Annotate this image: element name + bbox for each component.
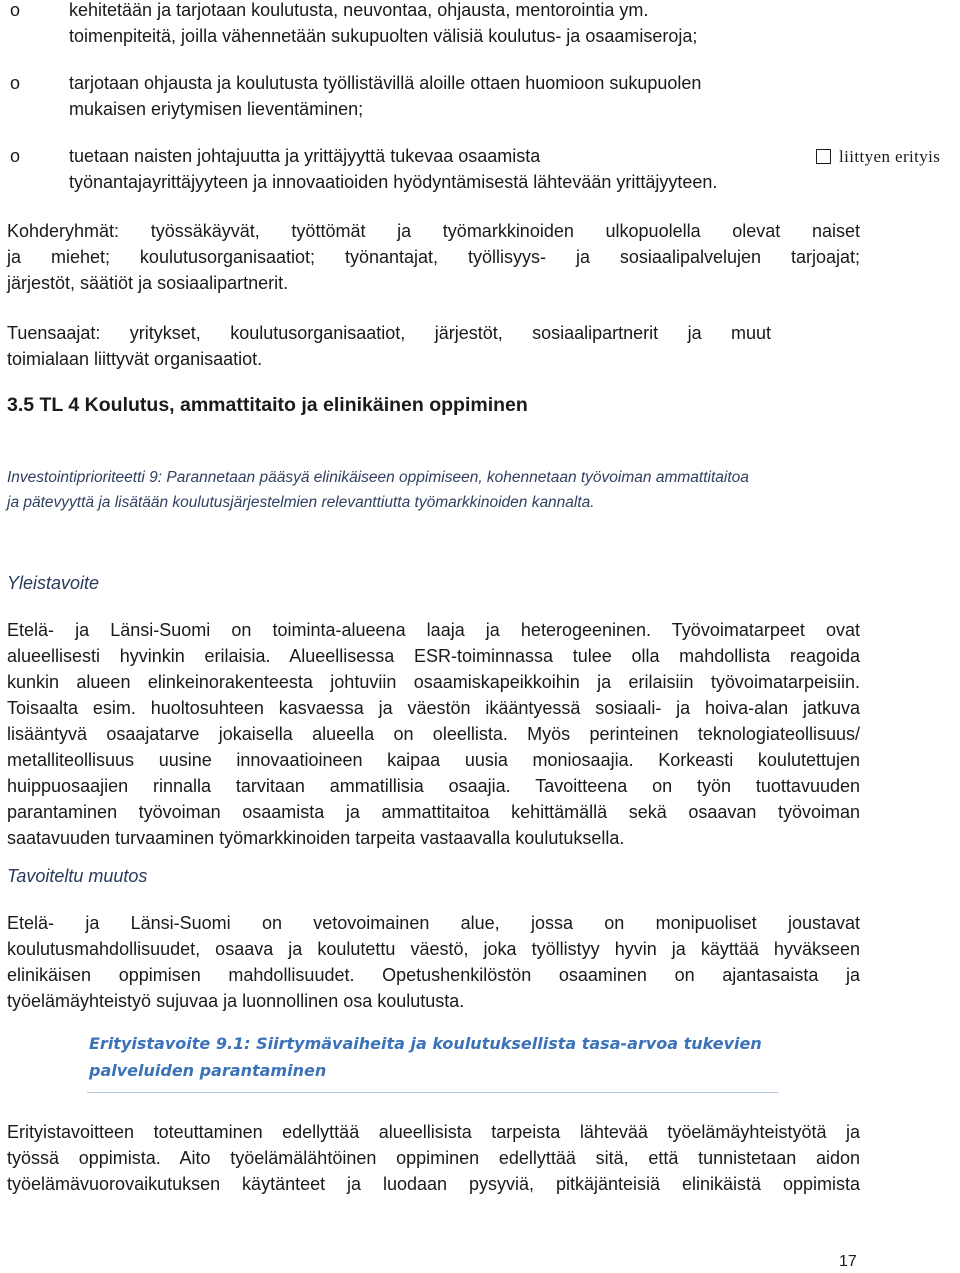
targeted-change-paragraph: Etelä- ja Länsi-Suomi on vetovoimainen alue, jossa on monipuoliset joustavat koulutusmahdollisuudet, osaava ja koulutettu väestö, joka työllistyy hyvin ja käyttää hyväkseen elinikäisen oppimisen mahdollisuudet. Opetushenkilöstön osaaminen on ajantasaista ja työelämäyhteistyö sujuvaa ja luonnollinen osa koulutusta. — [7, 913, 860, 1011]
specific-objective-heading: Erityistavoite 9.1: Siirtymävaiheita ja koulutuksellista tasa-arvoa tukevien palveluiden parantaminen — [89, 1034, 762, 1080]
page-number: 17 — [839, 1253, 857, 1270]
target-groups-paragraph: Kohderyhmät: työssäkäyvät, työttömät ja työmarkkinoiden ulkopuolella olevat naiset ja miehet; koulutusorganisaatiot; työnantajat, työllisyys- ja sosiaalipalvelujen tarjoajat; järjestöt, säätiöt ja sosiaalipartnerit. — [7, 221, 860, 293]
beneficiaries-paragraph: Tuensaajat: yritykset, koulutusorganisaatiot, järjestöt, sosiaalipartnerit ja muut toimialaan liittyvät organisaatiot. — [7, 323, 771, 369]
margin-comment — [816, 147, 940, 167]
list-item-text: tarjotaan ohjausta ja koulutusta työllistävillä aloille ottaen huomioon sukupuolen mukaisen eriytymisen lieventäminen; — [69, 73, 702, 119]
investment-priority: Investointiprioriteetti 9: Parannetaan pääsyä elinikäiseen oppimiseen, kohennetaan työvoiman ammattitaitoa ja pätevyyttä ja lisätään koulutusjärjestelmien relevanttiutta työmarkkinoiden kannalta. — [7, 469, 749, 511]
margin-comment-text: liittyen erityis — [839, 147, 941, 166]
heading-underline — [87, 1092, 778, 1093]
checkbox-icon — [816, 149, 831, 164]
bullet-marker: o — [10, 0, 21, 20]
general-objective-paragraph: Etelä- ja Länsi-Suomi on toiminta-alueena laaja ja heterogeeninen. Työvoimatarpeet ovat alueellisesti hyvinkin erilaisia. Alueellisessa ESR-toiminnassa tulee olla mahdollista reagoida kunkin alueen elinkeinorakenteesta johtuviin osaamiskapeikkoihin ja erilaisiin työvoimatarpeisiin. Toisaalta esim. huoltosuhteen kasvaessa ja väestön ikääntyessä sosiaali- ja hoiva-alan jatkuva lisääntyvä osaajatarve jokaisella alueella on oleellista. Myös perinteinen teknologiateollisuus/ metalliteollisuus uusine innovaatioineen kaipaa uusia moniosaajia. Korkeasti koulutettujen huippuosaajien rinnalla tarvitaan ammatillisia osaajia. Tavoitteena on työn tuottavuuden parantaminen työvoiman osaamista ja ammattitaitoa kehittämällä sekä osaavan työvoiman saatavuuden turvaaminen työmarkkinoiden tarpeita vastaavalla koulutuksella. — [7, 620, 860, 848]
specific-objective-paragraph: Erityistavoitteen toteuttaminen edellyttää alueellisista tarpeista lähtevää työelämäyhteistyötä ja työssä oppimista. Aito työelämälähtöinen oppiminen edellyttää sitä, että tunnistetaan aidon työelämävuorovaikutuksen käytänteet ja luodaan pysyviä, pitkäjänteisiä elinikäistä oppimista — [7, 1122, 860, 1194]
general-objective-heading: Yleistavoite — [7, 573, 100, 593]
bullet-marker: o — [10, 146, 21, 166]
list-item-text: tuetaan naisten johtajuutta ja yrittäjyyttä tukevaa osaamista työnantajayrittäjyyteen ja innovaatioiden hyödyntämisestä lähtevään yrittäjyyteen. — [69, 146, 718, 192]
list-item-text: kehitetään ja tarjotaan koulutusta, neuvontaa, ohjausta, mentorointia ym. toimenpiteitä, joilla vähennetään sukupuolten välisiä koulutus- ja osaamiseroja; — [69, 0, 698, 46]
bullet-marker: o — [10, 73, 21, 93]
section-heading: 3.5 TL 4 Koulutus, ammattitaito ja elinikäinen oppiminen — [7, 394, 528, 416]
targeted-change-heading: Tavoiteltu muutos — [7, 866, 148, 886]
